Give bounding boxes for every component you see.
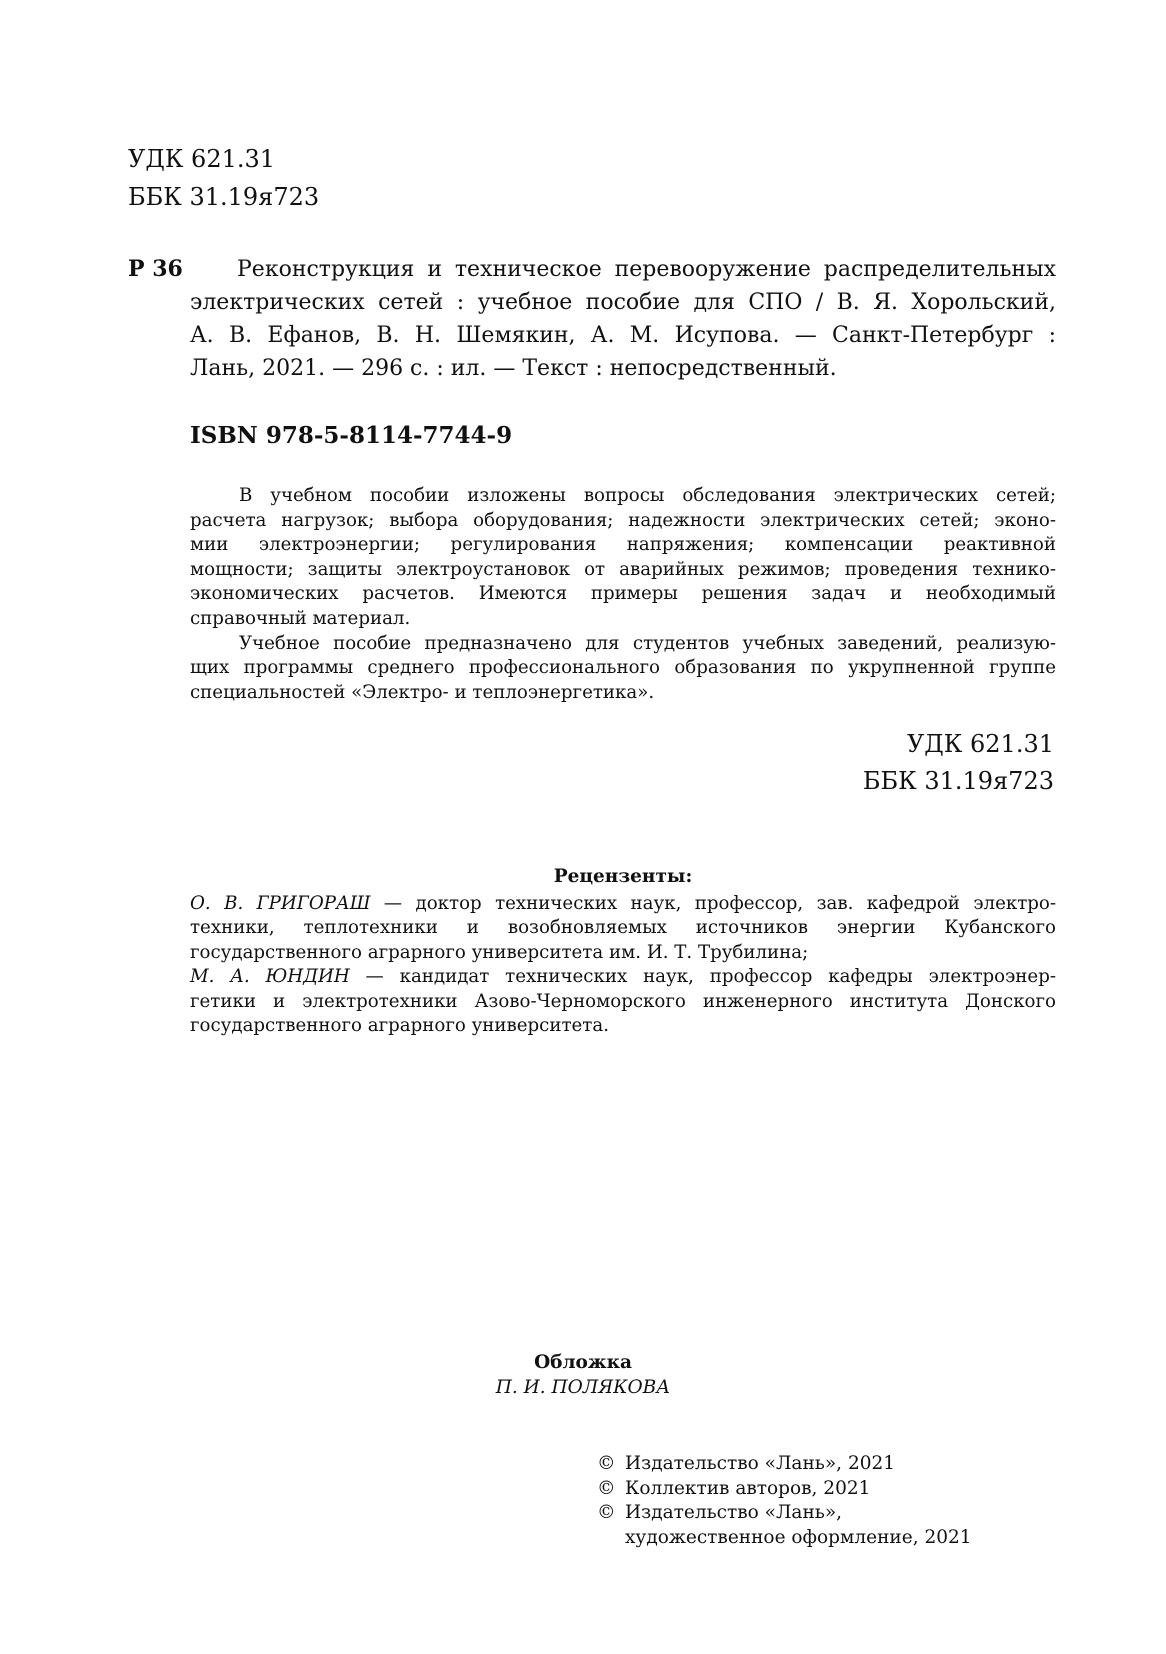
- copyright-line: художественное оформление, 2021: [625, 1526, 972, 1548]
- annotation-line: экономических расчетов. Имеются примеры решения задач и необходимый: [190, 583, 1056, 605]
- bbk-code: ББК 31.19я723: [862, 767, 1054, 795]
- copyright-icon: ©: [597, 1477, 616, 1499]
- annotation-line: Учебное пособие предназначено для студентов учебных заведений, реализую-: [239, 632, 1056, 654]
- annotation-line: специальностей «Электро- и теплоэнергетика».: [190, 681, 655, 703]
- reviewer-line: государственного аграрного университета.: [190, 1015, 609, 1037]
- reviewer-name: М. А. ЮНДИН: [190, 966, 350, 988]
- copyright-block: [597, 1452, 972, 1550]
- annotation-line: щих программы среднего профессионального образования по укрупненной группе: [190, 657, 1056, 679]
- catalog-code: Р 36: [128, 256, 183, 282]
- reviewer-line: гетики и электротехники Азово-Черноморского инженерного института Донского: [190, 990, 1056, 1012]
- bib-line: А. В. Ефанов, В. Н. Шемякин, А. М. Исупова. — Санкт-Петербург :: [190, 323, 1056, 348]
- classification-right: [863, 726, 1054, 800]
- reviewer-line: техники, теплотехники и возобновляемых источников энергии Кубанского: [190, 917, 1056, 939]
- reviewer-line: М. А. ЮНДИН — кандидат технических наук, профессор кафедры электроэнер-: [190, 966, 1056, 988]
- bib-line: Реконструкция и техническое перевооружение распределительных: [237, 257, 1056, 282]
- reviewer-line: государственного аграрного университета им. И. Т. Трубилина;: [190, 941, 809, 963]
- udk-code: УДК 621.31: [128, 145, 276, 173]
- copyright-icon: ©: [597, 1502, 616, 1523]
- cover-credit: [0, 1350, 1166, 1400]
- annotation-line: мощности; защиты электроустановок от аварийных режимов; проведения технико-: [190, 558, 1056, 580]
- reviewers: [190, 892, 1056, 1038]
- bib-line: Лань, 2021. — 296 с. : ил. — Текст : непосредственный.: [190, 356, 837, 381]
- cover-heading: Обложка: [534, 1352, 632, 1373]
- annotation-line: расчета нагрузок; выбора оборудования; надежности электрических сетей; эконо-: [190, 509, 1056, 531]
- annotation-line: мии электроэнергии; регулирования напряжения; компенсации реактивной: [190, 534, 1056, 556]
- annotation: [190, 484, 1056, 705]
- annotation-line: В учебном пособии изложены вопросы обследования электрических сетей;: [239, 485, 1056, 506]
- bbk-code: ББК 31.19я723: [128, 183, 320, 211]
- udk-code: УДК 621.31: [906, 730, 1054, 758]
- bibliographic-description: [190, 253, 1056, 385]
- classification-top: [128, 140, 319, 216]
- copyright-line: © Издательство «Лань», 2021: [597, 1452, 972, 1477]
- reviewer-line: О. В. ГРИГОРАШ — доктор технических наук, профессор, зав. кафедрой электро-: [190, 893, 1056, 914]
- copyright-icon: ©: [597, 1453, 616, 1474]
- copyright-line: © Издательство «Лань»,: [597, 1501, 972, 1526]
- bib-line: электрических сетей : учебное пособие для СПО / В. Я. Хорольский,: [190, 290, 1056, 315]
- reviewers-heading: Рецензенты:: [553, 866, 693, 887]
- annotation-line: справочный материал.: [190, 607, 411, 629]
- cover-designer: П. И. ПОЛЯКОВА: [495, 1377, 671, 1398]
- isbn: ISBN 978-5-8114-7744-9: [190, 422, 513, 449]
- copyright-line: © Коллектив авторов, 2021: [597, 1477, 972, 1502]
- reviewer-name: О. В. ГРИГОРАШ: [190, 893, 371, 914]
